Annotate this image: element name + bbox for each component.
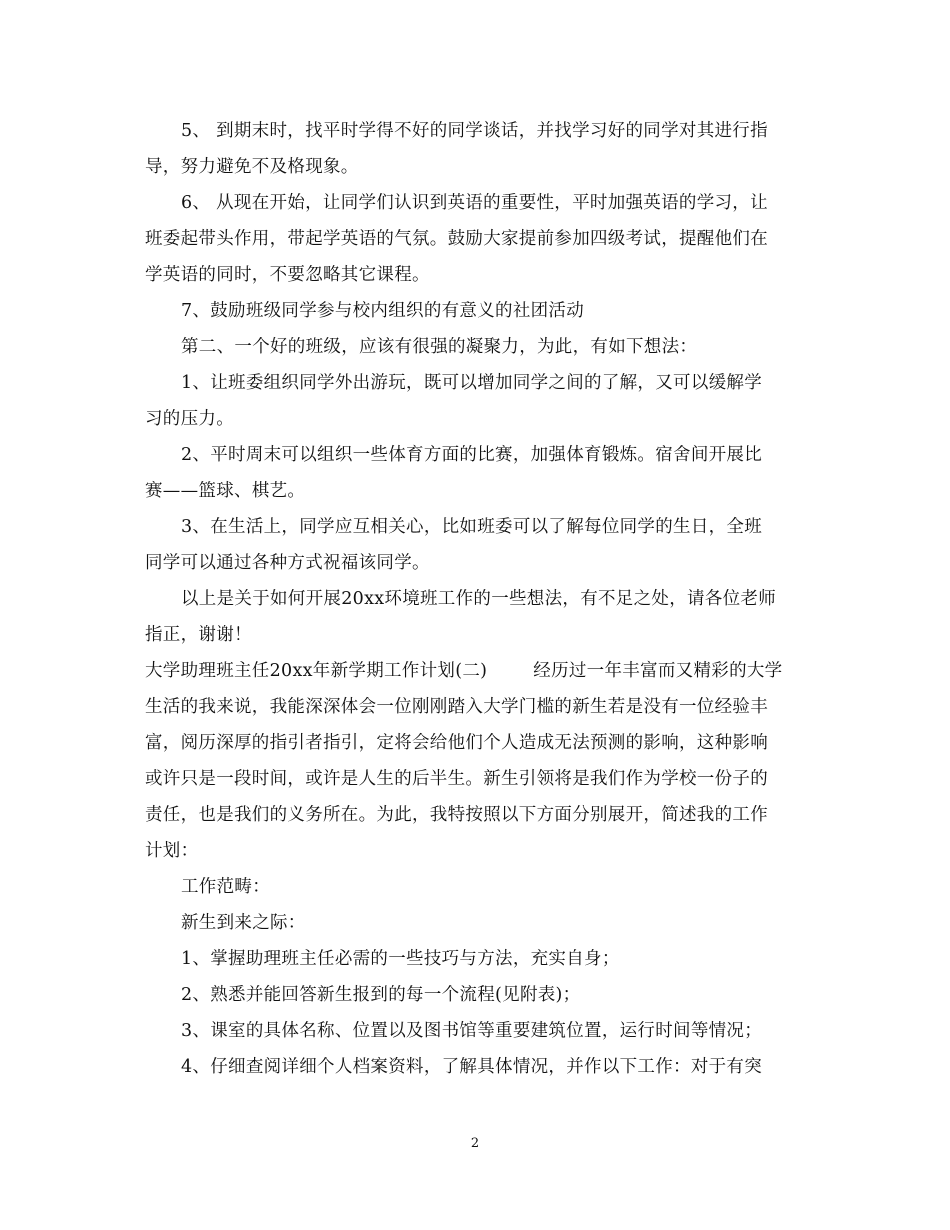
paragraph-line: 3、在生活上，同学应互相关心，比如班委可以了解每位同学的生日，全班	[181, 517, 763, 537]
paragraph-line: 2、平时周末可以组织一些体育方面的比赛，加强体育锻炼。宿舍间开展比	[181, 445, 763, 465]
paragraph-line: 学英语的同时，不要忽略其它课程。	[145, 265, 430, 285]
page-number: 2	[470, 1136, 480, 1151]
paragraph-line: 指正，谢谢！	[145, 625, 252, 645]
document-body	[145, 113, 810, 1085]
plan-title: 大学助理班主任20xx年新学期工作计划(二)	[145, 661, 488, 681]
section-heading: 新生到来之际：	[181, 913, 306, 933]
paragraph-line: 同学可以通过各种方式祝福该同学。	[145, 553, 430, 573]
paragraph-line: 班委起带头作用，带起学英语的气氛。鼓励大家提前参加四级考试，提醒他们在	[145, 229, 768, 249]
list-item: 2、熟悉并能回答新生报到的每一个流程(见附表)；	[181, 985, 581, 1005]
section-heading: 工作范畴：	[181, 877, 270, 897]
paragraph-line: 或许只是一段时间，或许是人生的后半生。新生引领将是我们作为学校一份子的	[145, 769, 768, 789]
paragraph-line: 7、鼓励班级同学参与校内组织的有意义的社团活动	[181, 301, 585, 321]
plan-title-line	[145, 653, 810, 689]
paragraph-line: 赛——篮球、棋艺。	[145, 481, 306, 501]
paragraph-line: 习的压力。	[145, 409, 234, 429]
paragraph-line: 1、让班委组织同学外出游玩，既可以增加同学之间的了解，又可以缓解学	[181, 373, 763, 393]
paragraph-line: 6、 从现在开始，让同学们认识到英语的重要性，平时加强英语的学习，让	[181, 193, 768, 213]
paragraph-line: 富，阅历深厚的指引者指引，定将会给他们个人造成无法预测的影响，这种影响	[145, 733, 768, 753]
paragraph-line: 计划：	[145, 841, 199, 861]
paragraph-line: 生活的我来说，我能深深体会一位刚刚踏入大学门槛的新生若是没有一位经验丰	[145, 697, 768, 717]
list-item: 4、仔细查阅详细个人档案资料，了解具体情况，并作以下工作：对于有突	[181, 1057, 763, 1077]
list-item: 1、掌握助理班主任必需的一些技巧与方法，充实自身；	[181, 949, 620, 969]
paragraph-line: 5、 到期末时，找平时学得不好的同学谈话，并找学习好的同学对其进行指	[181, 121, 768, 141]
paragraph-line: 以上是关于如何开展20xx环境班工作的一些想法，有不足之处，请各位老师	[181, 589, 777, 609]
paragraph-line: 导，努力避免不及格现象。	[145, 157, 359, 177]
paragraph-line: 经历过一年丰富而又精彩的大学	[533, 661, 783, 681]
paragraph-line: 责任，也是我们的义务所在。为此，我特按照以下方面分别展开，简述我的工作	[145, 805, 768, 825]
list-item: 3、课室的具体名称、位置以及图书馆等重要建筑位置，运行时间等情况；	[181, 1021, 763, 1041]
paragraph-line: 第二、一个好的班级，应该有很强的凝聚力，为此，有如下想法：	[181, 337, 698, 357]
